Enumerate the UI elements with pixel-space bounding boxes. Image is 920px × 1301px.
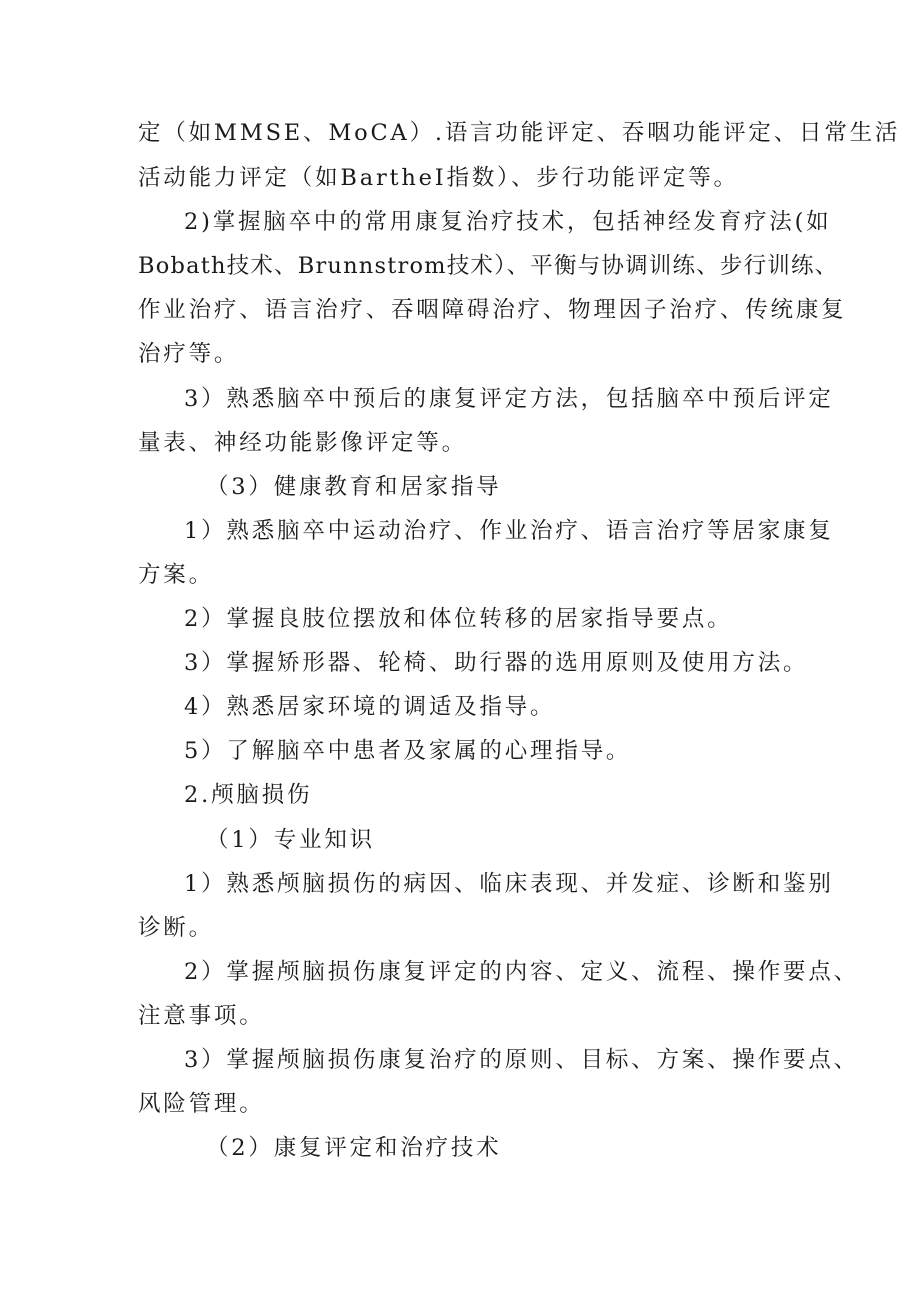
text-line: 注意事项。	[138, 1003, 265, 1029]
text-line: 2)掌握脑卒中的常用康复治疗技术，包括神经发育疗法(如	[184, 209, 832, 235]
text-line: 2）掌握颅脑损伤康复评定的内容、定义、流程、操作要点、	[184, 959, 859, 985]
text-line: 量表、神经功能影像评定等。	[138, 430, 467, 456]
text-line: 活动能力评定（如BartheI指数）、步行功能评定等。	[138, 165, 739, 191]
text-line: 定（如MMSE、MoCA）.语言功能评定、吞咽功能评定、日常生活	[138, 120, 901, 146]
text-line: Bobath技术、Brunnstrom技术）、平衡与协调训练、步行训练、	[138, 253, 839, 279]
text-line: 1）熟悉脑卒中运动治疗、作业治疗、语言治疗等居家康复	[184, 518, 834, 544]
section-heading: 2.颅脑损伤	[184, 782, 313, 808]
section-heading: （2）康复评定和治疗技术	[206, 1135, 502, 1161]
section-heading: （3）健康教育和居家指导	[206, 474, 502, 500]
text-line: 3）熟悉脑卒中预后的康复评定方法，包括脑卒中预后评定	[184, 386, 834, 412]
text-line: 5）了解脑卒中患者及家属的心理指导。	[184, 738, 632, 764]
text-line: 1）熟悉颅脑损伤的病因、临床表现、并发症、诊断和鉴别	[184, 871, 834, 897]
section-heading: （1）专业知识	[206, 827, 375, 853]
text-line: 4）熟悉居家环境的调适及指导。	[184, 694, 556, 720]
text-line: 2）掌握良肢位摆放和体位转移的居家指导要点。	[184, 606, 733, 632]
text-line: 作业治疗、语言治疗、吞咽障碍治疗、物理因子治疗、传统康复	[138, 297, 847, 323]
text-line: 3）掌握矫形器、轮椅、助行器的选用原则及使用方法。	[184, 650, 809, 676]
text-line: 方案。	[138, 562, 214, 588]
text-line: 诊断。	[138, 915, 214, 941]
text-line: 3）掌握颅脑损伤康复治疗的原则、目标、方案、操作要点、	[184, 1047, 859, 1073]
text-line: 治疗等。	[138, 341, 240, 367]
text-line: 风险管理。	[138, 1091, 265, 1117]
